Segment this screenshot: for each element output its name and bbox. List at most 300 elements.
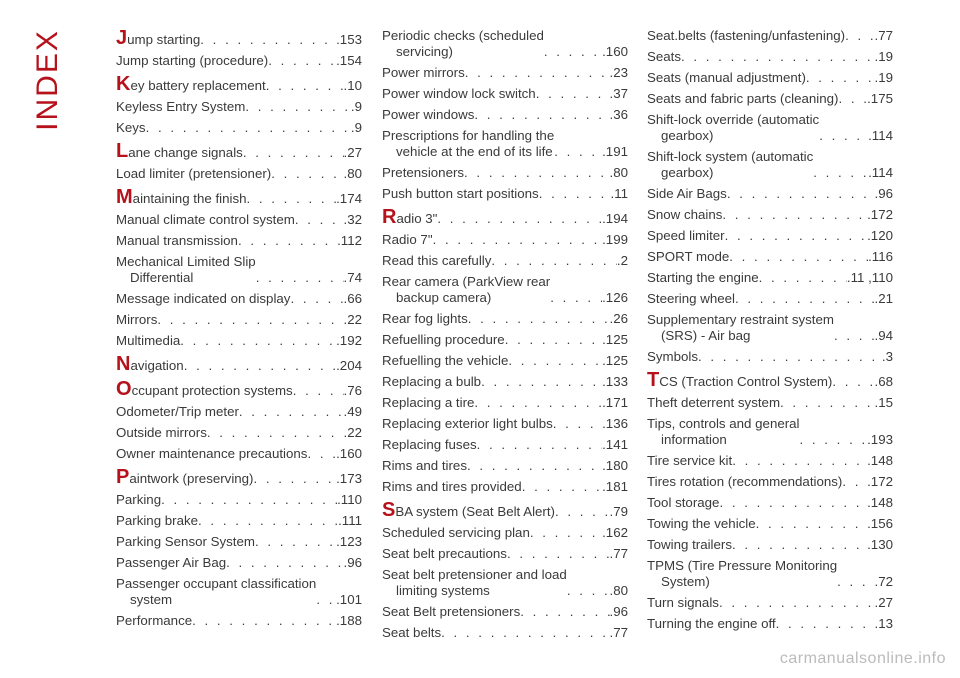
- entry-label: [647, 312, 834, 344]
- entry-label: [382, 165, 464, 181]
- entry-label: [647, 395, 780, 411]
- page-number: .66: [343, 291, 362, 306]
- entry-label: [647, 270, 759, 286]
- page-number: .174: [336, 191, 362, 206]
- index-entry[interactable]: [116, 425, 362, 441]
- entry-label: [382, 332, 505, 348]
- index-entry[interactable]: [382, 416, 628, 432]
- entry-text: Passenger Air Bag: [116, 555, 227, 570]
- dot-leader: [539, 186, 611, 202]
- entry-text: aintwork (preserving): [129, 471, 254, 486]
- index-entry[interactable]: [647, 207, 893, 223]
- dot-leader: [293, 383, 344, 399]
- dot-leader: [508, 353, 602, 369]
- index-entry[interactable]: [382, 186, 628, 202]
- entry-text: Parking brake: [116, 513, 199, 528]
- dot-leader: [256, 270, 344, 286]
- index-entry[interactable]: [116, 404, 362, 420]
- index-entry[interactable]: [116, 492, 362, 508]
- index-entry[interactable]: [116, 27, 362, 49]
- entry-text: Turn signals: [647, 595, 719, 610]
- index-column-2: [382, 28, 628, 646]
- page-number: .96: [874, 186, 893, 201]
- entry-text: BA system (Seat Belt Alert): [395, 504, 555, 519]
- entry-label: [647, 70, 806, 86]
- entry-text: avigation: [130, 358, 184, 373]
- entry-label: [116, 425, 207, 441]
- entry-text: Seat belt pretensioner and load limiting systems: [382, 567, 567, 598]
- index-entry[interactable]: [116, 613, 362, 629]
- dot-leader: [806, 70, 875, 86]
- page-number: .13: [874, 616, 893, 631]
- index-entry[interactable]: [382, 353, 628, 369]
- entry-label: [647, 416, 800, 448]
- index-entry[interactable]: [647, 537, 893, 553]
- index-entry[interactable]: [382, 28, 628, 60]
- dot-leader: [837, 574, 874, 590]
- index-entry[interactable]: [116, 513, 362, 529]
- page-number: .3: [881, 349, 893, 364]
- dot-leader: [266, 78, 344, 94]
- index-entry[interactable]: [382, 165, 628, 181]
- page-number: .148: [867, 495, 893, 510]
- index-entry[interactable]: [116, 53, 362, 69]
- index-entry[interactable]: [382, 479, 628, 495]
- entry-text: Speed limiter: [647, 228, 725, 243]
- dot-leader: [729, 249, 868, 265]
- index-entry[interactable]: [647, 558, 893, 590]
- index-entry[interactable]: [382, 65, 628, 81]
- page-number: .191: [602, 144, 628, 159]
- page-number: .112: [337, 233, 362, 248]
- entry-label: [382, 525, 530, 541]
- page-number: .181: [602, 479, 628, 494]
- index-entry[interactable]: [116, 555, 362, 571]
- entry-text: Performance: [116, 613, 193, 628]
- index-entry[interactable]: [647, 112, 893, 144]
- index-entry[interactable]: [647, 49, 893, 65]
- entry-label: [116, 513, 198, 529]
- page-number: .154: [336, 53, 362, 68]
- entry-text: Power windows: [382, 107, 475, 122]
- dot-leader: [838, 91, 867, 107]
- index-entry[interactable]: [647, 91, 893, 107]
- entry-text: Seats and fabric parts (cleaning): [647, 91, 839, 106]
- page-number: .96: [343, 555, 362, 570]
- index-entry[interactable]: [116, 233, 362, 249]
- dot-leader: [530, 525, 602, 541]
- page-number: .204: [336, 358, 362, 373]
- index-entry[interactable]: [382, 395, 628, 411]
- index-column-3: [647, 28, 893, 637]
- entry-text: Parking: [116, 492, 162, 507]
- index-entry[interactable]: [116, 120, 362, 136]
- entry-label: [647, 112, 819, 144]
- dot-leader: [567, 583, 610, 599]
- entry-text: aintaining the finish: [132, 191, 247, 206]
- index-entry[interactable]: [116, 466, 362, 488]
- dot-leader: [465, 65, 610, 81]
- index-entry[interactable]: [382, 437, 628, 453]
- dot-leader: [254, 471, 337, 487]
- entry-text: Replacing fuses: [382, 437, 477, 452]
- dot-leader: [845, 28, 874, 44]
- index-entry[interactable]: [382, 253, 628, 269]
- entry-label: [647, 369, 833, 391]
- page-number: .160: [336, 446, 362, 461]
- index-entry[interactable]: [382, 107, 628, 123]
- dot-leader: [271, 166, 343, 182]
- entry-label: [116, 140, 243, 162]
- entry-label: [382, 186, 539, 202]
- entry-text: Scheduled servicing plan: [382, 525, 530, 540]
- entry-label: [647, 349, 698, 365]
- entry-label: [382, 458, 467, 474]
- page-number: .193: [867, 432, 893, 447]
- index-entry[interactable]: [116, 99, 362, 115]
- page-number: .27: [874, 595, 893, 610]
- entry-text: TPMS (Tire Pressure Monitoring System): [647, 558, 838, 589]
- index-entry[interactable]: [382, 374, 628, 390]
- entry-label: [647, 228, 725, 244]
- dot-leader: [520, 604, 609, 620]
- entry-text: Seats: [647, 49, 682, 64]
- entry-text: adio 3": [396, 211, 438, 226]
- entry-text: Turning the engine off: [647, 616, 776, 631]
- dot-leader: [433, 232, 603, 248]
- entry-text: Parking Sensor System: [116, 534, 255, 549]
- entry-label: [647, 595, 719, 611]
- dot-leader: [780, 395, 874, 411]
- index-entry[interactable]: [116, 186, 362, 208]
- dot-leader: [550, 290, 602, 306]
- entry-text: Seat belt precautions: [382, 546, 507, 561]
- page-number: .114: [868, 128, 893, 143]
- dot-leader: [467, 458, 602, 474]
- page-number: .22: [343, 312, 362, 327]
- index-entry[interactable]: [647, 516, 893, 532]
- index-entry[interactable]: [382, 525, 628, 541]
- entry-label: [647, 249, 729, 265]
- dot-leader: [722, 207, 867, 223]
- entry-text: Rear camera (ParkView rear backup camera): [382, 274, 551, 305]
- entry-label: [382, 86, 536, 102]
- entry-label: [116, 353, 184, 375]
- dot-leader: [161, 492, 337, 508]
- dot-leader: [146, 120, 351, 136]
- entry-label: [382, 479, 522, 495]
- entry-text: Periodic checks (scheduled servicing): [382, 28, 544, 59]
- entry-text: Refuelling the vehicle: [382, 353, 509, 368]
- index-entry[interactable]: [647, 595, 893, 611]
- entry-label: [382, 232, 433, 248]
- page-number: .192: [336, 333, 362, 348]
- index-entry[interactable]: [116, 353, 362, 375]
- entry-text: Tool storage: [647, 495, 720, 510]
- dot-leader: [198, 513, 338, 529]
- entry-label: [647, 453, 732, 469]
- entry-label: [382, 625, 441, 641]
- entry-label: [382, 499, 555, 521]
- dot-leader: [238, 233, 337, 249]
- index-entry[interactable]: [116, 534, 362, 550]
- page-number: .114: [868, 165, 893, 180]
- index-entry[interactable]: [382, 206, 628, 228]
- index-entry[interactable]: [116, 576, 362, 608]
- dot-leader: [239, 404, 344, 420]
- index-entry[interactable]: [116, 446, 362, 462]
- dot-leader: [441, 625, 609, 641]
- dot-leader: [725, 228, 868, 244]
- dot-leader: [813, 165, 868, 181]
- entry-text: Read this carefully: [382, 253, 492, 268]
- section-initial-letter: K: [116, 73, 131, 95]
- page-number: .80: [609, 165, 628, 180]
- page-number: .36: [609, 107, 628, 122]
- index-entry[interactable]: [647, 186, 893, 202]
- entry-label: [647, 207, 722, 223]
- page-number: .171: [602, 395, 628, 410]
- index-entry[interactable]: [647, 270, 893, 286]
- index-entry[interactable]: [116, 140, 362, 162]
- entry-label: [647, 291, 735, 307]
- entry-text: ane change signals: [128, 145, 243, 160]
- index-entry[interactable]: [382, 232, 628, 248]
- entry-text: Seat.belts (fastening/unfastening): [647, 28, 846, 43]
- dot-leader: [759, 270, 847, 286]
- index-entry[interactable]: [116, 73, 362, 95]
- index-entry[interactable]: [116, 312, 362, 328]
- page-number: .120: [867, 228, 893, 243]
- index-entry[interactable]: [382, 274, 628, 306]
- entry-text: Rear fog lights: [382, 311, 468, 326]
- entry-label: [382, 374, 481, 390]
- index-entry[interactable]: [647, 369, 893, 391]
- entry-label: [647, 49, 681, 65]
- index-entry[interactable]: [647, 228, 893, 244]
- entry-text: Message indicated on display: [116, 291, 291, 306]
- dot-leader: [316, 592, 336, 608]
- index-entry[interactable]: [116, 333, 362, 349]
- dot-leader: [555, 504, 610, 520]
- index-entry[interactable]: [116, 166, 362, 182]
- page-number: .111: [338, 513, 362, 528]
- section-initial-letter: L: [116, 140, 129, 162]
- entry-label: [382, 567, 567, 599]
- page-number: .180: [602, 458, 628, 473]
- page-number: .141: [602, 437, 628, 452]
- dot-leader: [554, 144, 602, 160]
- entry-label: [116, 576, 316, 608]
- page-number: .172: [867, 207, 893, 222]
- page-number: .94: [874, 328, 893, 343]
- page-number: .68: [874, 374, 893, 389]
- index-entry[interactable]: [382, 499, 628, 521]
- entry-label: [382, 65, 465, 81]
- entry-text: Rims and tires: [382, 458, 467, 473]
- entry-text: Load limiter (pretensioner): [116, 166, 272, 181]
- entry-text: Manual transmission: [116, 233, 238, 248]
- entry-label: [116, 312, 157, 328]
- page-number: .125: [602, 353, 628, 368]
- index-entry[interactable]: [647, 312, 893, 344]
- entry-label: [382, 311, 468, 327]
- entry-label: [647, 537, 732, 553]
- entry-text: Seat Belt pretensioners: [382, 604, 521, 619]
- index-entry[interactable]: [382, 332, 628, 348]
- entry-label: [382, 604, 520, 620]
- page-number: .162: [602, 525, 628, 540]
- entry-label: [116, 613, 192, 629]
- entry-label: [116, 73, 266, 95]
- dot-leader: [719, 495, 867, 511]
- index-entry[interactable]: [382, 311, 628, 327]
- section-initial-letter: R: [382, 206, 397, 228]
- page-number: .175: [867, 91, 893, 106]
- page-number: .199: [602, 232, 628, 247]
- entry-text: Keyless Entry System: [116, 99, 246, 114]
- entry-label: [647, 495, 719, 511]
- entry-text: Tips, controls and general information: [647, 416, 800, 447]
- page-number: .148: [867, 453, 893, 468]
- section-initial-letter: O: [116, 378, 132, 400]
- section-initial-letter: J: [116, 27, 128, 49]
- index-entry[interactable]: [647, 291, 893, 307]
- index-entry[interactable]: [647, 349, 893, 365]
- index-title: INDEX: [31, 29, 64, 131]
- dot-leader: [481, 374, 602, 390]
- page-number: .172: [867, 474, 893, 489]
- dot-leader: [536, 86, 610, 102]
- entry-text: Passenger occupant classification system: [116, 576, 317, 607]
- index-entry[interactable]: [647, 474, 893, 490]
- index-entry[interactable]: [647, 149, 893, 181]
- dot-leader: [290, 291, 343, 307]
- entry-label: [382, 274, 550, 306]
- entry-text: Towing the vehicle: [647, 516, 756, 531]
- section-initial-letter: S: [382, 499, 396, 521]
- entry-label: [382, 437, 477, 453]
- page-number: .156: [867, 516, 893, 531]
- page-number: .9: [350, 120, 362, 135]
- entry-label: [647, 616, 776, 632]
- entry-text: SPORT mode: [647, 249, 730, 264]
- dot-leader: [698, 349, 882, 365]
- entry-text: Shift-lock override (automatic gearbox): [647, 112, 820, 143]
- entry-label: [382, 546, 507, 562]
- page-number: .116: [868, 249, 893, 264]
- index-entry[interactable]: [116, 254, 362, 286]
- index-entry[interactable]: [382, 86, 628, 102]
- entry-text: Starting the engine: [647, 270, 759, 285]
- entry-label: [382, 128, 554, 160]
- index-entry[interactable]: [116, 378, 362, 400]
- entry-text: Mechanical Limited Slip Differential: [116, 254, 256, 285]
- dot-leader: [184, 358, 336, 374]
- index-entry[interactable]: [382, 604, 628, 620]
- index-entry[interactable]: [647, 70, 893, 86]
- index-entry[interactable]: [647, 395, 893, 411]
- entry-text: Towing trailers: [647, 537, 732, 552]
- entry-text: Jump starting (procedure): [116, 53, 269, 68]
- index-entry[interactable]: [647, 249, 893, 265]
- dot-leader: [832, 374, 874, 390]
- entry-text: Replacing a bulb: [382, 374, 482, 389]
- dot-leader: [719, 595, 875, 611]
- entry-text: Tires rotation (recommendations): [647, 474, 843, 489]
- entry-text: Power window lock switch: [382, 86, 536, 101]
- entry-label: [116, 186, 247, 208]
- entry-label: [116, 27, 201, 49]
- page-number: .26: [609, 311, 628, 326]
- page-number: .110: [337, 492, 362, 507]
- entry-text: Symbols: [647, 349, 698, 364]
- index-columns: [116, 28, 936, 648]
- dot-leader: [200, 32, 336, 48]
- section-initial-letter: M: [116, 186, 133, 208]
- entry-label: [382, 353, 508, 369]
- entry-label: [647, 91, 838, 107]
- index-entry[interactable]: [647, 495, 893, 511]
- entry-text: Keys: [116, 120, 146, 135]
- page-number: .32: [343, 212, 362, 227]
- index-entry[interactable]: [647, 616, 893, 632]
- index-entry[interactable]: [116, 291, 362, 307]
- entry-label: [382, 206, 438, 228]
- dot-leader: [307, 446, 336, 462]
- entry-text: Theft deterrent system: [647, 395, 781, 410]
- entry-label: [116, 53, 268, 69]
- page-number: .194: [602, 211, 628, 226]
- page-number: .10: [343, 78, 362, 93]
- page-number: .77: [609, 546, 628, 561]
- page-number: .76: [343, 383, 362, 398]
- dot-leader: [505, 332, 602, 348]
- page-number: .101: [336, 592, 362, 607]
- page-number: .9: [350, 99, 362, 114]
- entry-label: [647, 186, 727, 202]
- index-entry[interactable]: [382, 458, 628, 474]
- entry-text: CS (Traction Control System): [659, 374, 833, 389]
- index-entry[interactable]: [382, 546, 628, 562]
- dot-leader: [468, 311, 610, 327]
- dot-leader: [247, 191, 337, 207]
- page-number: .125: [602, 332, 628, 347]
- page-number: .49: [343, 404, 362, 419]
- index-entry[interactable]: [647, 416, 893, 448]
- index-entry[interactable]: [116, 212, 362, 228]
- index-entry[interactable]: [647, 453, 893, 469]
- index-entry[interactable]: [382, 567, 628, 599]
- entry-text: Tire service kit: [647, 453, 733, 468]
- entry-text: Side Air Bags: [647, 186, 727, 201]
- dot-leader: [192, 613, 336, 629]
- dot-leader: [544, 44, 602, 60]
- index-entry[interactable]: [647, 28, 893, 44]
- entry-text: Power mirrors: [382, 65, 465, 80]
- dot-leader: [268, 53, 336, 69]
- entry-label: [116, 120, 146, 136]
- entry-text: Steering wheel: [647, 291, 735, 306]
- page-number: .153: [336, 32, 362, 47]
- entry-label: [382, 253, 491, 269]
- watermark: carmanualsonline.info: [779, 650, 946, 667]
- entry-text: Odometer/Trip meter: [116, 404, 239, 419]
- index-entry[interactable]: [382, 625, 628, 641]
- entry-label: [116, 99, 245, 115]
- index-entry[interactable]: [382, 128, 628, 160]
- entry-text: Seat belts: [382, 625, 442, 640]
